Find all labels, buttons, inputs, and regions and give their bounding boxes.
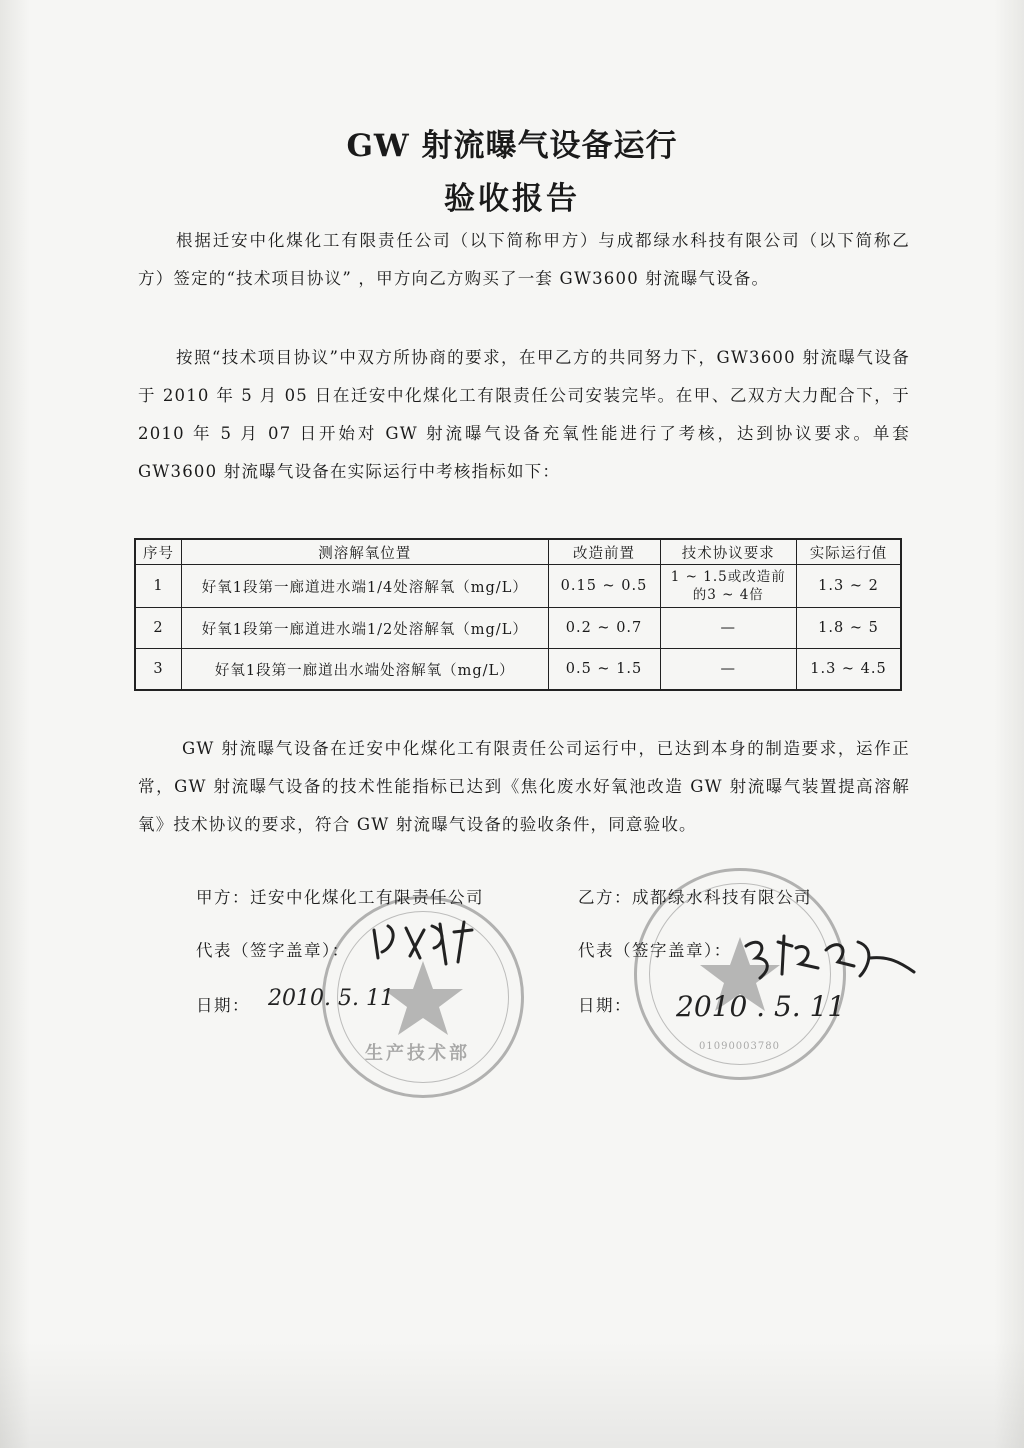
table-header-row <box>135 539 901 565</box>
cell-actual: 1.3 ~ 2 <box>797 565 902 608</box>
cell-actual: 1.8 ~ 5 <box>797 608 902 649</box>
party-a-rep-label: 代表（签字盖章）： <box>196 941 350 960</box>
cell-before: 0.15 ~ 0.5 <box>548 565 660 608</box>
header-index: 序号 <box>135 539 182 565</box>
paragraph-intro: 根据迁安中化煤化工有限责任公司（以下简称甲方）与成都绿水科技有限公司（以下简称乙方）签定的“技术项目协议” ，甲方向乙方购买了一套 GW3600 射流曝气设备。 <box>138 231 910 288</box>
seal-a-text: 生产技术部 <box>365 1043 470 1064</box>
document-title-line1: GW 射流曝气设备运行 <box>346 128 678 164</box>
party-a-date-handwritten: 2010. 5. 11 <box>268 986 394 1011</box>
paragraph-conclusion: GW 射流曝气设备在迁安中化煤化工有限责任公司运行中，已达到本身的制造要求，运作正常，GW 射流曝气设备的技术性能指标已达到《焦化废水好氧池改造 GW 射流曝气装置提高溶解氧》技术协议的要求，符合 GW 射流曝气设备的验收条件，同意验收。 <box>138 739 910 834</box>
party-b-name: 乙方：成都绿水科技有限公司 <box>578 888 812 907</box>
cell-actual: 1.3 ~ 4.5 <box>797 649 902 691</box>
scan-shadow <box>0 1340 1024 1448</box>
cell-index: 3 <box>135 649 182 691</box>
cell-before: 0.2 ~ 0.7 <box>548 608 660 649</box>
oxygen-table <box>134 538 902 691</box>
party-b-rep-label: 代表（签字盖章）： <box>578 941 732 960</box>
header-actual: 实际运行值 <box>797 539 902 565</box>
table-row <box>135 565 901 608</box>
cell-requirement: — <box>660 608 796 649</box>
table-row <box>135 608 901 649</box>
party-b-date-label: 日期： <box>578 996 632 1015</box>
document-title-line2: 验收报告 <box>444 181 580 217</box>
cell-requirement: — <box>660 649 796 691</box>
cell-before: 0.5 ~ 1.5 <box>548 649 660 691</box>
party-a-signature <box>368 918 478 968</box>
cell-index: 2 <box>135 608 182 649</box>
table-row <box>135 649 901 691</box>
party-a-name: 甲方：迁安中化煤化工有限责任公司 <box>196 888 484 907</box>
party-b-date-handwritten: 2010 . 5. 11 <box>676 990 846 1023</box>
header-position: 测溶解氧位置 <box>182 539 548 565</box>
header-before: 改造前置 <box>548 539 660 565</box>
cell-position: 好氧1段第一廊道进水端1/2处溶解氧（mg/L） <box>182 608 548 649</box>
header-requirement: 技术协议要求 <box>660 539 796 565</box>
cell-position: 好氧1段第一廊道进水端1/4处溶解氧（mg/L） <box>182 565 548 608</box>
cell-index: 1 <box>135 565 182 608</box>
party-b-signature <box>738 928 918 988</box>
party-a-date-label: 日期： <box>196 996 250 1015</box>
cell-position: 好氧1段第一廊道出水端处溶解氧（mg/L） <box>182 649 548 691</box>
cell-requirement: 1 ~ 1.5或改造前的3 ~ 4倍 <box>660 565 796 608</box>
seal-b-number: 01090003780 <box>699 1041 780 1052</box>
paragraph-process: 按照“技术项目协议”中双方所协商的要求，在甲乙方的共同努力下，GW3600 射流曝气设备于 2010 年 5 月 05 日在迁安中化煤化工有限责任公司安装完毕。在甲、乙双方大力配合下，于 2010 年 5 月 07 日开始对 GW 射流曝气设备充氧性能进行了考核，达到协议要求。单套 GW3600 射流曝气设备在实际运行中考核指标如下： <box>138 348 910 481</box>
